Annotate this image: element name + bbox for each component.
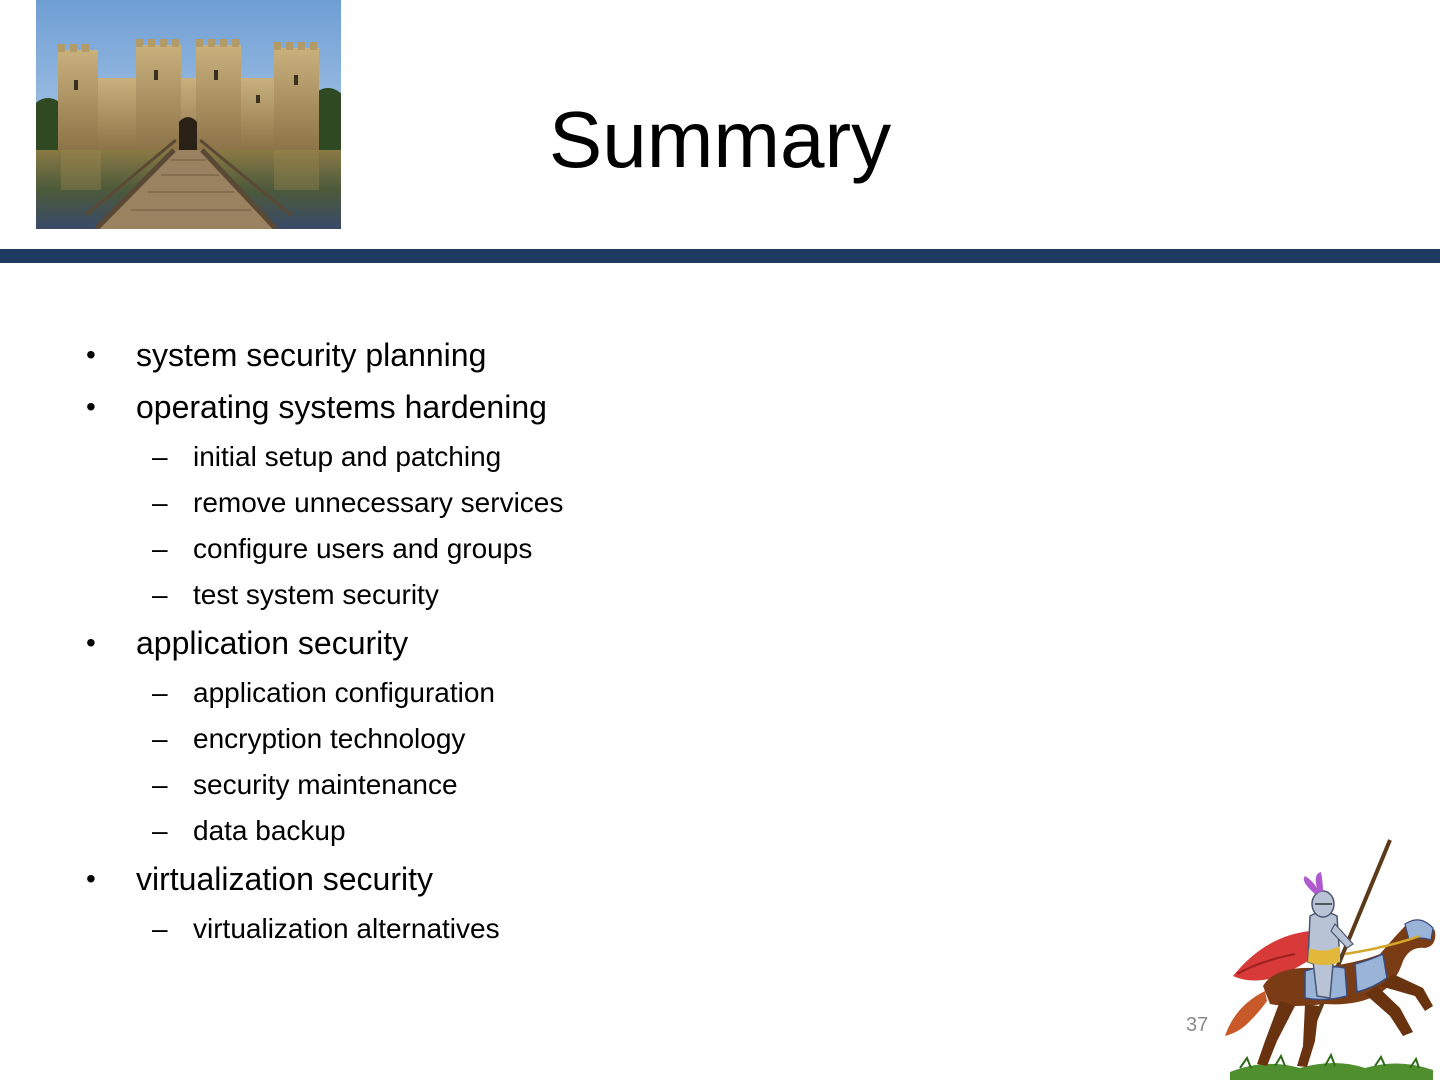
dash-marker: – bbox=[152, 441, 168, 472]
bullet-item bbox=[0, 382, 1100, 434]
bullet-marker: • bbox=[86, 863, 96, 894]
bullet-marker: • bbox=[86, 627, 96, 658]
sub-bullet-item bbox=[0, 572, 1100, 618]
dash-marker: – bbox=[152, 487, 168, 518]
sub-bullet-text: configure users and groups bbox=[193, 533, 533, 564]
sub-bullet-text: initial setup and patching bbox=[193, 441, 502, 472]
knight-on-horse-clipart bbox=[1205, 836, 1440, 1080]
bullet-item bbox=[0, 854, 1100, 906]
sub-bullet-text: remove unnecessary services bbox=[193, 487, 564, 518]
bullet-item bbox=[0, 330, 1100, 382]
dash-marker: – bbox=[152, 815, 168, 846]
bullet-text: operating systems hardening bbox=[136, 389, 547, 425]
dash-marker: – bbox=[152, 769, 168, 800]
sub-bullet-text: virtualization alternatives bbox=[193, 913, 500, 944]
dash-marker: – bbox=[152, 533, 168, 564]
bullet-marker: • bbox=[86, 391, 96, 422]
sub-bullet-item bbox=[0, 716, 1100, 762]
sub-bullet-text: encryption technology bbox=[193, 723, 466, 754]
dash-marker: – bbox=[152, 913, 168, 944]
sub-bullet-item bbox=[0, 808, 1100, 854]
bullet-list bbox=[0, 330, 1100, 952]
bullet-text: virtualization security bbox=[136, 861, 433, 897]
sub-bullet-item bbox=[0, 480, 1100, 526]
sub-bullet-item bbox=[0, 670, 1100, 716]
page-number: 37 bbox=[1186, 1014, 1209, 1036]
sub-bullet-text: security maintenance bbox=[193, 769, 458, 800]
sub-bullet-text: data backup bbox=[193, 815, 346, 846]
sub-bullet-text: test system security bbox=[193, 579, 439, 610]
sub-bullet-item bbox=[0, 762, 1100, 808]
bullet-text: system security planning bbox=[136, 337, 487, 373]
slide-title: Summary bbox=[548, 95, 892, 184]
dash-marker: – bbox=[152, 677, 168, 708]
sub-bullet-item bbox=[0, 526, 1100, 572]
dash-marker: – bbox=[152, 579, 168, 610]
bullet-marker: • bbox=[86, 339, 96, 370]
bullet-item bbox=[0, 618, 1100, 670]
sub-bullet-text: application configuration bbox=[193, 677, 495, 708]
sub-bullet-item bbox=[0, 434, 1100, 480]
bullet-text: application security bbox=[136, 625, 409, 661]
sub-bullet-item bbox=[0, 906, 1100, 952]
title-divider bbox=[0, 249, 1440, 263]
dash-marker: – bbox=[152, 723, 168, 754]
